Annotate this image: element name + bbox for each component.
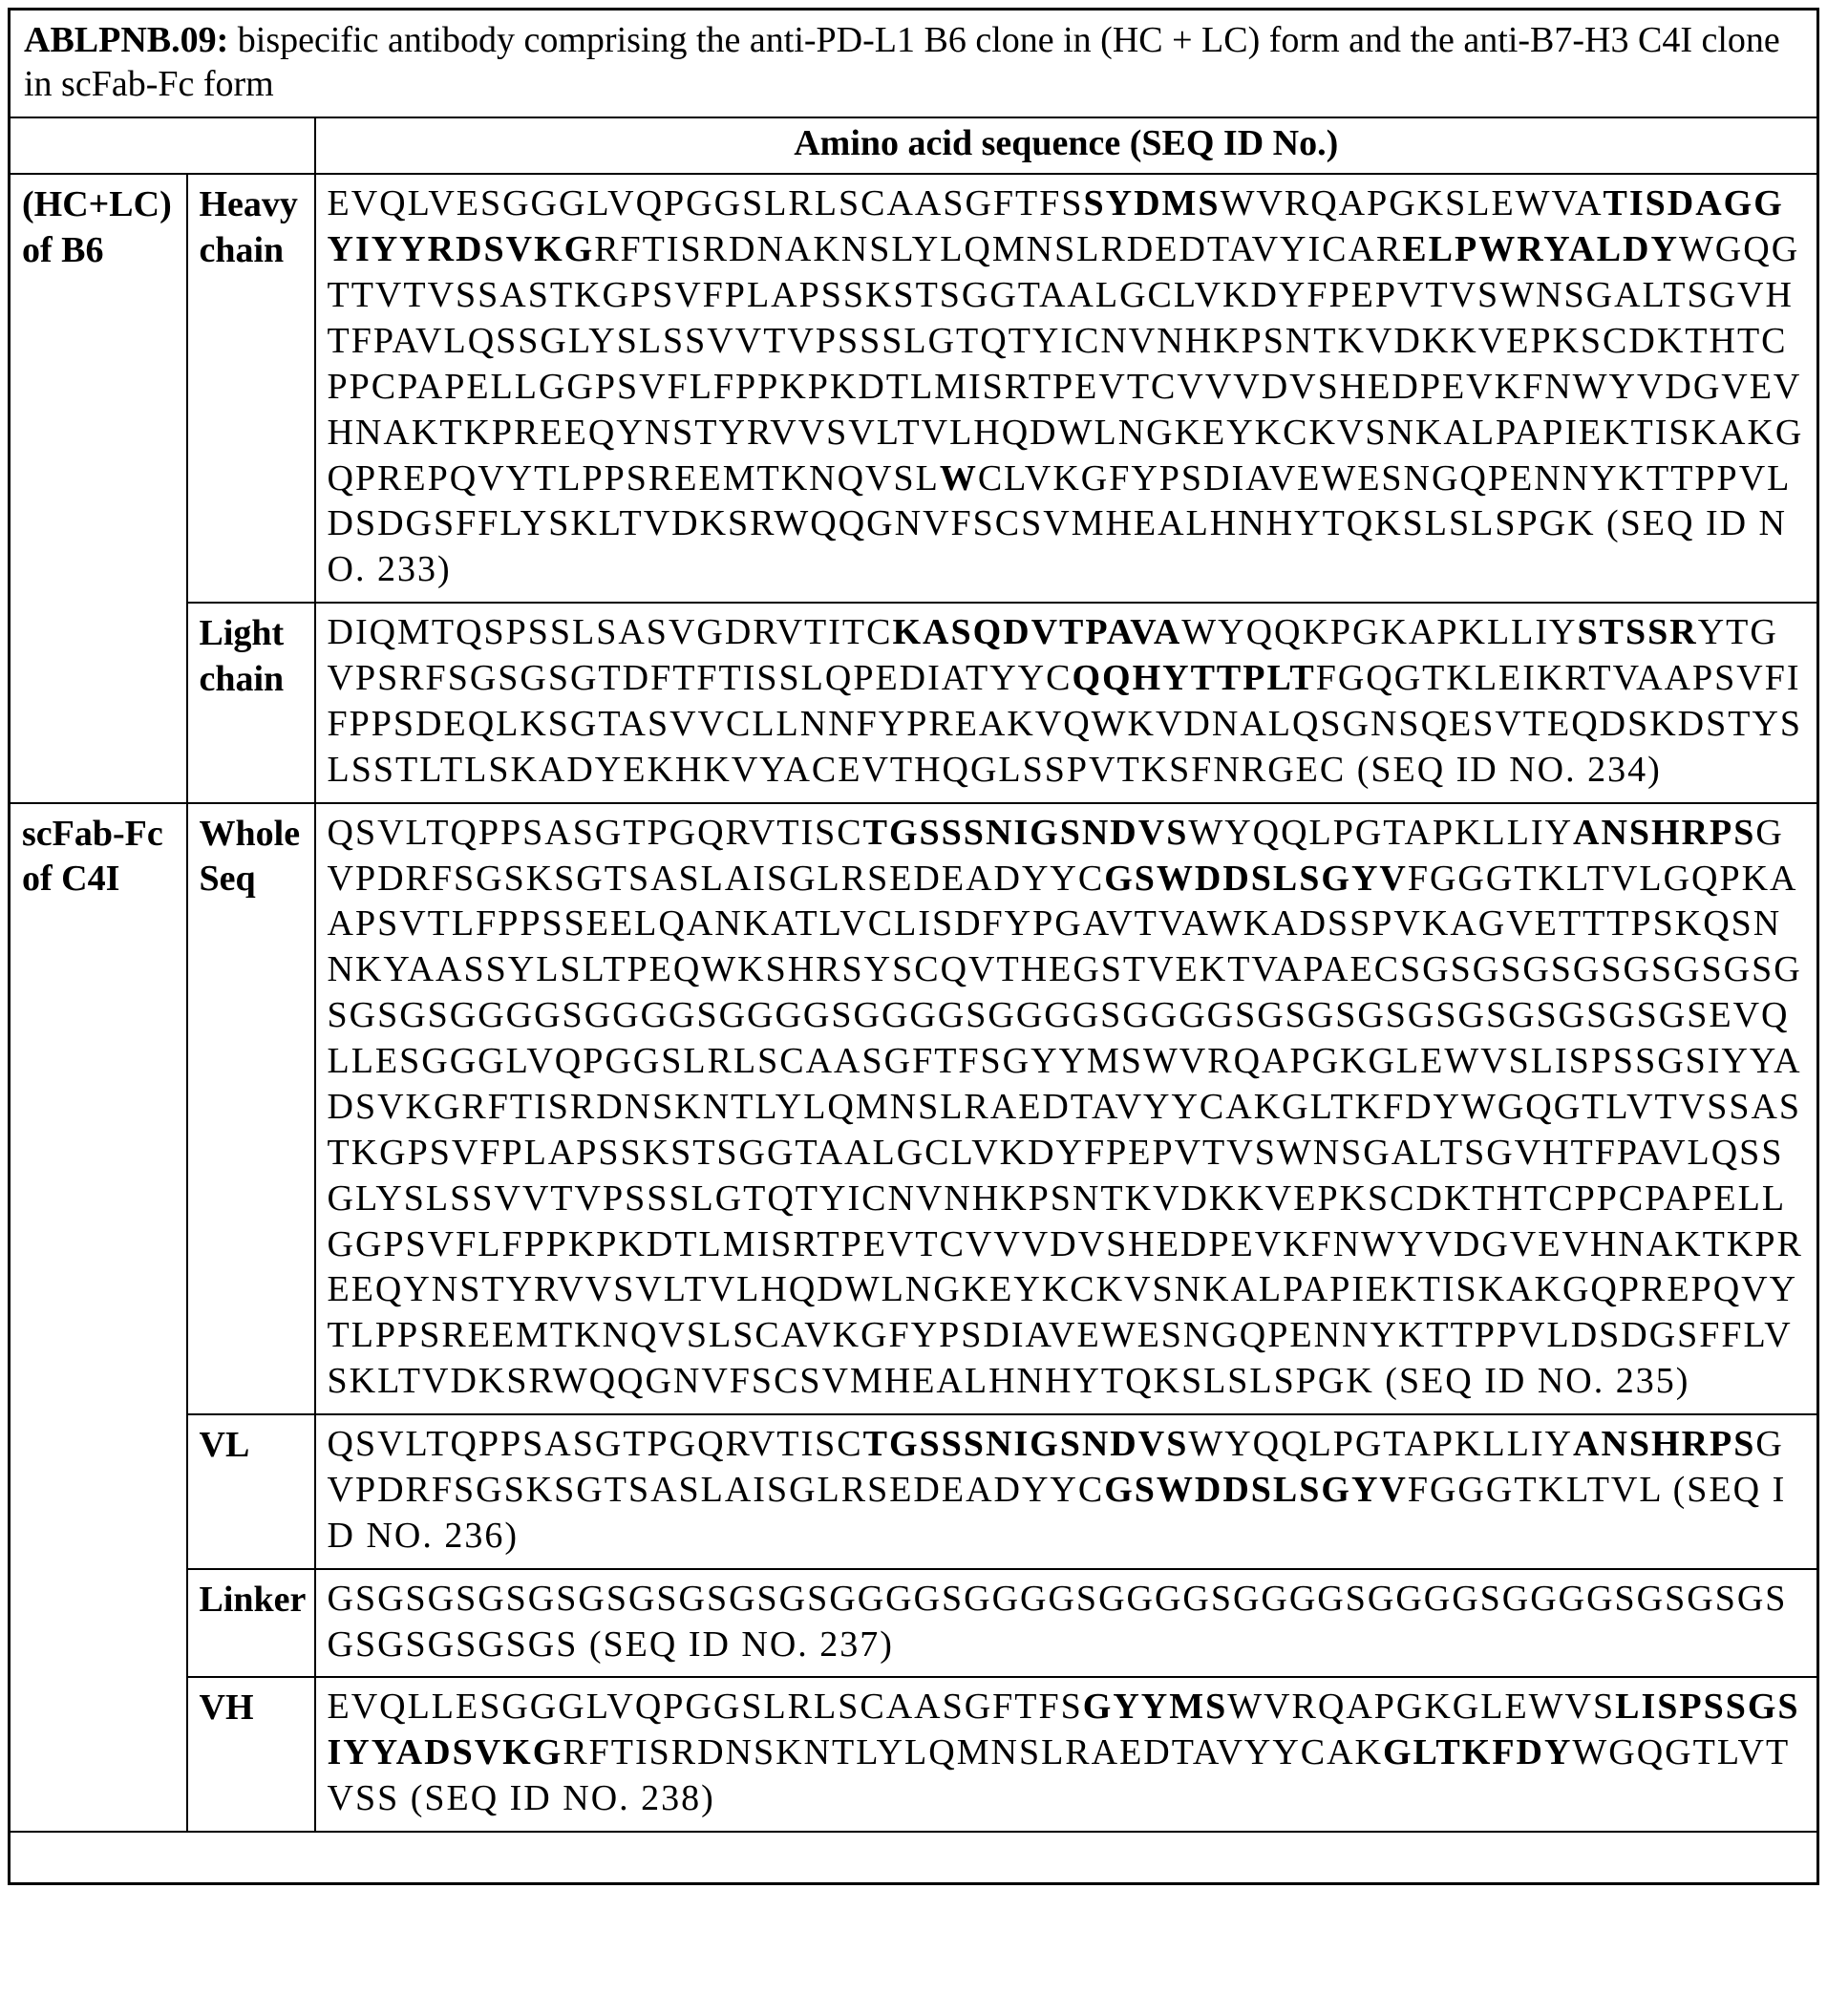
- sequence-segment: GSGSGSGSGSGSGSGSGSGSGGGGSGGGGSGGGGSGGGGSGGGGSGGGGSGSGSGSGSGSGSGSGS (SEQ ID NO. 237): [327, 1578, 1788, 1665]
- sequence-segment-bold: QQHYTTPLT: [1072, 658, 1316, 699]
- sequence-segment: WVRQAPGKGLEWVS: [1227, 1687, 1616, 1728]
- row-label-vl: VL: [187, 1414, 315, 1569]
- sequence-vh: [315, 1677, 1818, 1832]
- sequence-segment: CLVKGFYPSDIAVEWESNGQPENNYKTTPPVLDSDGSFFLYSKLTVDKSRWQQGNVFSCSVMHEALHNHYTQKSLSLSPGK (SEQ ID NO. 233): [327, 457, 1792, 590]
- sequence-segment-bold: ANSHRPS: [1573, 812, 1756, 853]
- sequence-segment: WYQQLPGTAPKLLIY: [1188, 812, 1574, 853]
- sequence-segment-bold: ELPWRYALDY: [1402, 229, 1679, 270]
- sequence-segment-bold: GSWDDSLSGYV: [1104, 858, 1408, 899]
- row-vh: [10, 1677, 1818, 1832]
- row-whole-seq: [10, 803, 1818, 1414]
- sequence-segment: EVQLLESGGGLVQPGGSLRLSCAASGFTFS: [327, 1687, 1083, 1728]
- row-label-whole-seq: Whole Seq: [187, 803, 315, 1414]
- sequence-segment-bold: ANSHRPS: [1573, 1424, 1756, 1465]
- sequence-segment: FGQGTKLEIKRTVAAPSVFIFPPSDEQLKSGTASVVCLLNNFYPREAKVQWKVDNALQSGNSQESVTEQDSKDSTYSLSSTLTLSKADYEKHKVYACEVTHQGLSSPVTKSFNRGEC (SEQ ID NO. 234): [327, 658, 1803, 790]
- sequence-segment: WGQGTLVTVSS (SEQ ID NO. 238): [327, 1732, 1791, 1819]
- sequence-segment: YTGVPSRFSGSGSGTDFTFTISSLQPEDIATYYC: [327, 612, 1778, 699]
- sequence-segment: FGGGTKLTVL (SEQ ID NO. 236): [327, 1469, 1787, 1556]
- sequence-table: [8, 8, 1819, 1885]
- sequence-segment-bold: W: [939, 457, 978, 499]
- sequence-segment: WYQQLPGTAPKLLIY: [1188, 1424, 1574, 1465]
- sequence-segment-bold: TGSSSNIGSNDVS: [862, 1424, 1189, 1465]
- row-label-light-chain: Light chain: [187, 603, 315, 803]
- sequence-segment-bold: TGSSSNIGSNDVS: [862, 812, 1189, 853]
- row-heavy-chain: [10, 174, 1818, 603]
- sequence-segment: EVQLVESGGGLVQPGGSLRLSCAASGFTFS: [327, 183, 1084, 224]
- sequence-segment: WYQQKPGKAPKLLIY: [1181, 612, 1578, 653]
- sequence-segment: GVPDRFSGSKSGTSASLAISGLRSEDEADYYC: [327, 812, 1784, 899]
- row-vl: [10, 1414, 1818, 1569]
- group-label-c4i: scFab-Fc of C4I: [10, 803, 187, 1832]
- footer-empty-row: [10, 1832, 1818, 1883]
- sequence-segment-bold: STSSR: [1577, 612, 1698, 653]
- sequence-segment-bold: GSWDDSLSGYV: [1104, 1469, 1408, 1510]
- footer-empty-cell: [10, 1832, 1818, 1883]
- sequence-segment: WGQGTTVTVSSASTKGPSVFPLAPSSKSTSGGTAALGCLVKDYFPEPVTVSWNSGALTSGVHTFPAVLQSSGLYSLSSVVTVPSSSLGTQTYICNVNHKPSNTKVDKKVEPKSCDKTHTCPPCPAPELLGGPSVFLFPPKPKDTLMISRTPEVTCVVVDVSHEDPEVKFNWYVDGVEVHNAKTKPREEQYNSTYRVVSVLTVLHQDWLNGKEYKCKVSNKALPAPIEKTISKAKGQPREPQVYTLPPSREEMTKNQVSL: [327, 229, 1804, 499]
- row-label-linker: Linker: [187, 1569, 315, 1678]
- sequence-segment: bispecific antibody comprising the anti-PD-L1 B6 clone in (HC + LC) form and the anti-B7-H3 C4I clone in scFab-Fc form: [24, 20, 1780, 105]
- row-label-heavy-chain: Heavy chain: [187, 174, 315, 603]
- column-header-row: [10, 117, 1818, 175]
- sequence-vl: [315, 1414, 1818, 1569]
- row-label-vh: VH: [187, 1677, 315, 1832]
- sequence-segment-bold: TISDAGGYIYYRDSVKG: [327, 183, 1784, 270]
- sequence-segment: WVRQAPGKSLEWVA: [1220, 183, 1604, 224]
- title-row: [10, 10, 1818, 117]
- row-light-chain: [10, 603, 1818, 803]
- sequence-segment-bold: GLTKFDY: [1383, 1732, 1573, 1773]
- row-linker: [10, 1569, 1818, 1678]
- sequence-segment-bold: KASQDVTPAVA: [892, 612, 1182, 653]
- sequence-segment: QSVLTQPPSASGTPGQRVTISC: [327, 1424, 863, 1465]
- sequence-segment: RFTISRDNAKNSLYLQMNSLRDEDTAVYICAR: [594, 229, 1403, 270]
- empty-header-cell: [10, 117, 315, 175]
- sequence-segment-bold: GYYMS: [1082, 1687, 1228, 1728]
- sequence-column-header: Amino acid sequence (SEQ ID No.): [315, 117, 1818, 175]
- sequence-segment: FGGGTKLTVLGQPKAAPSVTLFPPSSEELQANKATLVCLISDFYPGAVTVAWKADSSPVKAGVETTTPSKQSNNKYAASSYLSLTPEQWKSHRSYSCQVTHEGSTVEKTVAPAECSGSGSGSGSGSGSGSGSGSGSGGGGSGGGGSGGGGSGGGGSGGGGSGGGGSGSGSGSGSGSGSGSGSGSEVQLLESGGGLVQPGGSLRLSCAASGFTFSGYYMSWVRQAPGKGLEWVSLISPSSGSIYYADSVKGRFTISRDNSKNTLYLQMNSLRAEDTAVYYCAKGLTKFDYWGQGTLVTVSSASTKGPSVFPLAPSSKSTSGGTAALGCLVKDYFPEPVTVSWNSGALTSGVHTFPAVLQSSGLYSLSSVVTVPSSSLGTQTYICNVNHKPSNTKVDKKVEPKSCDKTHTCPPCPAPELLGGPSVFLFPPKPKDTLMISRTPEVTCVVVDVSHEDPEVKFNWYVDGVEVHNAKTKPREEQYNSTYRVVSVLTVLHQDWLNGKEYKCKVSNKALPAPIEKTISKAKGQPREPQVYTLPPSREEMTKNQVSLSCAVKGFYPSDIAVEWESNGQPENNYKTTPPVLDSDGSFFLVSKLTVDKSRWQQGNVFSCSVMHEALHNHYTQKSLSLSPGK (SEQ ID NO. 235): [327, 858, 1803, 1402]
- sequence-light-chain: [315, 603, 1818, 803]
- sequence-segment-bold: ABLPNB.09:: [24, 20, 229, 60]
- sequence-whole-seq: [315, 803, 1818, 1414]
- sequence-segment: RFTISRDNSKNTLYLQMNSLRAEDTAVYYCAK: [563, 1732, 1383, 1773]
- sequence-segment-bold: LISPSSGSIYYADSVKG: [327, 1687, 1800, 1773]
- group-label-b6: (HC+LC) of B6: [10, 174, 187, 802]
- sequence-segment: QSVLTQPPSASGTPGQRVTISC: [327, 812, 863, 853]
- table-title: [10, 10, 1818, 117]
- sequence-segment-bold: SYDMS: [1083, 183, 1221, 224]
- sequence-heavy-chain: [315, 174, 1818, 603]
- sequence-segment: GVPDRFSGSKSGTSASLAISGLRSEDEADYYC: [327, 1424, 1784, 1510]
- sequence-linker: [315, 1569, 1818, 1678]
- sequence-segment: DIQMTQSPSSLSASVGDRVTITC: [327, 612, 893, 653]
